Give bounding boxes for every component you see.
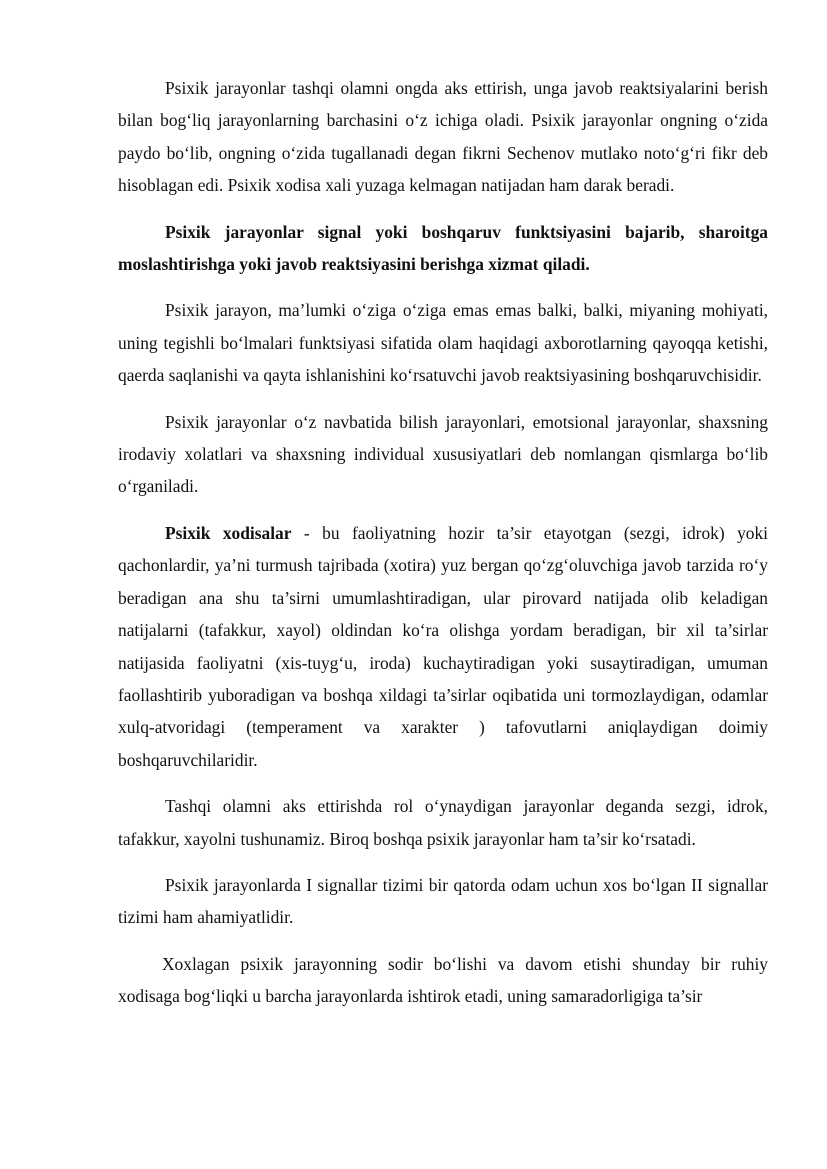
paragraph-3-text: Psixik jarayon, ma’lumki o‘ziga o‘ziga emas emas balki, balki, miyaning mohiyati, uning tegishli bo‘lmalari funktsiyasi sifatida olam haqidagi axborotlarning qayoqqa ketishi, qaerda saqlanishi va qayta ishlanishini ko‘rsatuvchi javob reaktsiyasining boshqaruvchisidir. — [118, 300, 768, 386]
paragraph-5 — [118, 517, 768, 776]
paragraph-7-text: Psixik jarayonlarda I signallar tizimi bir qatorda odam uchun xos bo‘lgan II signallar tizimi ham ahamiyatlidir. — [118, 874, 768, 928]
paragraph-4 — [118, 406, 768, 503]
paragraph-2 — [118, 216, 768, 281]
paragraph-6 — [118, 790, 768, 855]
paragraph-1-text: Psixik jarayonlar tashqi olamni ongda aks ettirish, unga javob reaktsiyalarini berish bilan bog‘liq jarayonlarning barchasini o‘z ichiga oladi. Psixik jarayonlar ongning o‘zida paydo bo‘lib, ongning o‘zida tugallanadi degan fikrni Sechenov mutlako noto‘g‘ri fikr deb hisoblagan edi. Psixik xodisa xali yuzaga kelmagan natijadan ham darak beradi. — [118, 78, 768, 196]
paragraph-8-text: Xoxlagan psixik jarayonning sodir bo‘lishi va davom etishi shunday bir ruhiy xodisaga bog‘liqki u barcha jarayonlarda ishtirok etadi, uning samaradorligiga ta’sir — [118, 953, 768, 1007]
paragraph-8 — [118, 948, 768, 1013]
document-page — [118, 72, 768, 1027]
paragraph-7 — [118, 869, 768, 934]
paragraph-5-term: Psixik xodisalar — [165, 522, 292, 543]
paragraph-3 — [118, 294, 768, 391]
paragraph-5-text: - bu faoliyatning hozir ta’sir etayotgan (sezgi, idrok) yoki qachonlardir, ya’ni turmush tajribada (xotira) yuz bergan qo‘zg‘oluvchiga javob tarzida ro‘y beradigan ana shu ta’sirni umumlashtiradigan, ular pirovard natijada olib keladigan natijalarni (tafakkur, xayol) oldindan ko‘ra olishga yordam beradigan, bir xil ta’sirlar natijasida faoliyatni (xis-tuyg‘u, iroda) kuchaytiradigan yoki susaytiradigan, umuman faollashtirib yuboradigan va boshqa xildagi ta’sirlar oqibatida uni tormozlaydigan, odamlar xulq-atvoridagi (temperament va xarakter ) tafovutlarni aniqlaydigan doimiy boshqaruvchilaridir. — [118, 522, 768, 770]
paragraph-1 — [118, 72, 768, 202]
paragraph-2-bold-text: Psixik jarayonlar signal yoki boshqaruv funktsiyasini bajarib, sharoitga moslashtirishga yoki javob reaktsiyasini berishga xizmat qiladi. — [118, 221, 768, 275]
paragraph-4-text: Psixik jarayonlar o‘z navbatida bilish jarayonlari, emotsional jarayonlar, shaxsning irodaviy xolatlari va shaxsning individual xususiyatlari deb nomlangan qismlarga bo‘lib o‘rganiladi. — [118, 411, 768, 497]
paragraph-6-text: Tashqi olamni aks ettirishda rol o‘ynaydigan jarayonlar deganda sezgi, idrok, tafakkur, xayolni tushunamiz. Biroq boshqa psixik jarayonlar ham ta’sir ko‘rsatadi. — [118, 796, 768, 849]
